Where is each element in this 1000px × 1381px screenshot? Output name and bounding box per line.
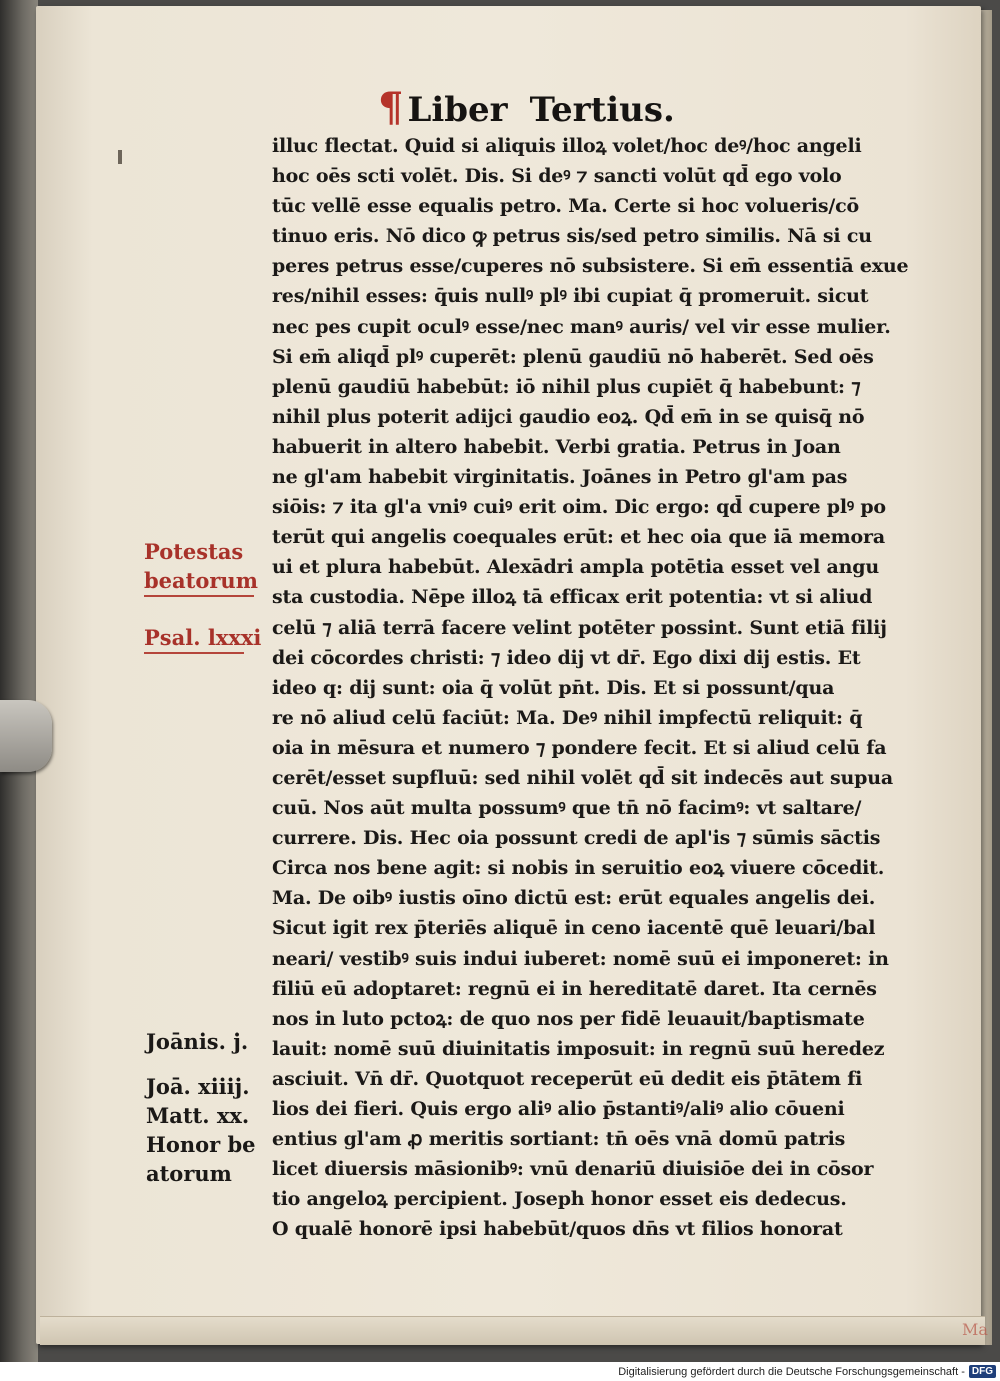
text-line: tio angeloꝝ percipient. Joseph honor esset eis dedecus. — [272, 1188, 847, 1211]
text-line: currere. Dis. Hec oia possunt credi de apl'is ⁊ sūmis sāctis — [272, 827, 881, 850]
header-word-tertius: Tertius. — [529, 90, 675, 130]
text-line: nihil plus poterit adijci gaudio eoꝝ. Qd̄ em̄ in se quisq̄ nō — [272, 405, 865, 428]
marginal-note-potestas: Potestas — [144, 539, 244, 564]
digitization-footer — [0, 1362, 1000, 1381]
marginal-note-honor: Honor be — [146, 1132, 256, 1157]
text-line: nos in luto pctoꝝ: de quo nos per fidē leuauit/baptismate — [272, 1007, 865, 1030]
text-line: Circa nos bene agit: si nobis in seruitio eoꝝ viuere cōcedit. — [272, 857, 885, 880]
text-line: Ma. De oibꝰ iustis oīno dictū est: erūt equales angelis dei. — [272, 887, 876, 910]
marginal-note-beatorum: beatorum — [144, 568, 258, 593]
text-line: oia in mēsura et numero ⁊ pondere fecit. Et si aliud celū fa — [272, 736, 887, 759]
text-line: illuc flectat. Quid si aliquis illoꝝ volet/hoc deꝰ/hoc angeli — [272, 135, 862, 157]
text-line: siōis: ⁊ ita gl'a vniꝰ cuiꝰ erit oim. Dic ergo: qd̄ cupere plꝰ po — [272, 496, 886, 519]
text-line: peres petrus esse/cuperes nō subsistere. Si em̄ essentiā exue — [272, 255, 908, 278]
text-line: sta custodia. Nēpe illoꝝ tā efficax erit potentia: vt si aliud — [272, 586, 873, 609]
marginal-note-atorum: atorum — [146, 1161, 232, 1186]
text-line: licet diuersis māsionibꝰ: vnū denariū diuisiōe dei in cōsor — [272, 1158, 874, 1181]
text-line: Sicut igit rex p̄teriēs aliquē in ceno iacentē quē leuari/bal — [272, 917, 876, 940]
text-line: filiū eū adoptaret: regnū ei in hereditatē daret. Ita cernēs — [272, 977, 877, 1000]
bookmark-clip — [0, 700, 52, 772]
rubric-underline — [144, 595, 254, 597]
text-line: lauit: nomē suū diuinitatis imposuit: in regnū suū heredez — [272, 1037, 885, 1060]
text-line: dei cōcordes christi: ⁊ ideo dij vt dr̄. Ego dixi dij estis. Et — [272, 646, 861, 669]
text-line: plenū gaudiū habebūt: iō nihil plus cupiēt q̄ habebunt: ⁊ — [272, 375, 861, 398]
text-line: cerēt/esset supfluū: sed nihil volēt qd̄ sit indecēs aut supua — [272, 766, 893, 789]
text-line: nec pes cupit oculꝰ esse/nec manꝰ auris/ vel vir esse mulier. — [272, 315, 891, 338]
text-line: habuerit in altero habebit. Verbi gratia. Petrus in Joan — [272, 435, 841, 458]
text-line: res/nihil esses: q̄uis nullꝰ plꝰ ibi cupiat q̄ promeruit. sicut — [272, 285, 869, 308]
text-line: ideo q: dij sunt: oia q̄ volūt pn̄t. Dis. Et si possunt/qua — [272, 676, 835, 699]
page-bottom-edge — [40, 1316, 985, 1345]
text-line: neari/ vestibꝰ suis indui iuberet: nomē suū ei imponeret: in — [272, 947, 889, 970]
main-text-block — [272, 131, 908, 1244]
text-line: Si em̄ aliqd̄ plꝰ cuperēt: plenū gaudiū nō haberēt. Sed oēs — [272, 345, 874, 368]
bleed-through-text: Ma — [962, 1320, 988, 1339]
marginal-note-joa: Joā. xiiij. — [146, 1074, 250, 1099]
text-line: cuū. Nos aūt multa possumꝰ que tn̄ nō facimꝰ: vt saltare/ — [272, 797, 862, 820]
text-line: asciuit. Vn̄ dr̄. Quotquot receperūt eū dedit eis p̄tātem fi — [272, 1067, 863, 1090]
text-line: O qualē honorē ipsi habebūt/quos dn̄s vt filios honorat — [272, 1218, 843, 1241]
dfg-logo-icon: DFG — [969, 1365, 996, 1378]
header-word-liber: Liber — [407, 90, 508, 130]
margin-tick-mark — [118, 150, 122, 164]
funding-credit: Digitalisierung gefördert durch die Deutsche Forschungsgemeinschaft - — [618, 1365, 965, 1378]
text-line: lios dei fieri. Quis ergo aliꝰ alio p̄stantiꝰ/aliꝰ alio cōueni — [272, 1098, 845, 1120]
text-line: re nō aliud celū faciūt: Ma. Deꝰ nihil impfectū reliquit: q̄ — [272, 706, 863, 729]
text-line: entius gl'am ꝓ meritis sortiant: tn̄ oēs vnā domū patris — [272, 1128, 846, 1151]
text-line: terūt qui angelis coequales erūt: et hec oia que iā memora — [272, 526, 885, 549]
text-line: hoc oēs scti volēt. Dis. Si deꝰ ⁊ sancti volūt qd̄ ego volo — [272, 165, 842, 188]
text-line: celū ⁊ aliā terrā facere velint potēter possint. Sunt etiā filij — [272, 616, 887, 639]
text-line: ne gl'am habebit virginitatis. Joānes in Petro gl'am pas — [272, 466, 848, 489]
text-line: tūc vellē esse equalis petro. Ma. Certe si hoc volueris/cō — [272, 195, 860, 218]
marginal-note-joannis: Joānis. j. — [146, 1029, 249, 1054]
rubric-underline — [144, 652, 244, 654]
running-header — [378, 84, 675, 131]
marginal-note-matt: Matt. xx. — [146, 1103, 250, 1128]
book-cover-edge — [0, 0, 38, 1362]
text-line: tinuo eris. Nō dico ꝙ petrus sis/sed petro similis. Nā si cu — [272, 225, 872, 248]
pilcrow-icon: ¶ — [378, 84, 404, 131]
text-line: ui et plura habebūt. Alexādri ampla potētia esset vel angu — [272, 556, 879, 579]
marginal-note-psalm: Psal. lxxxi — [144, 625, 262, 650]
